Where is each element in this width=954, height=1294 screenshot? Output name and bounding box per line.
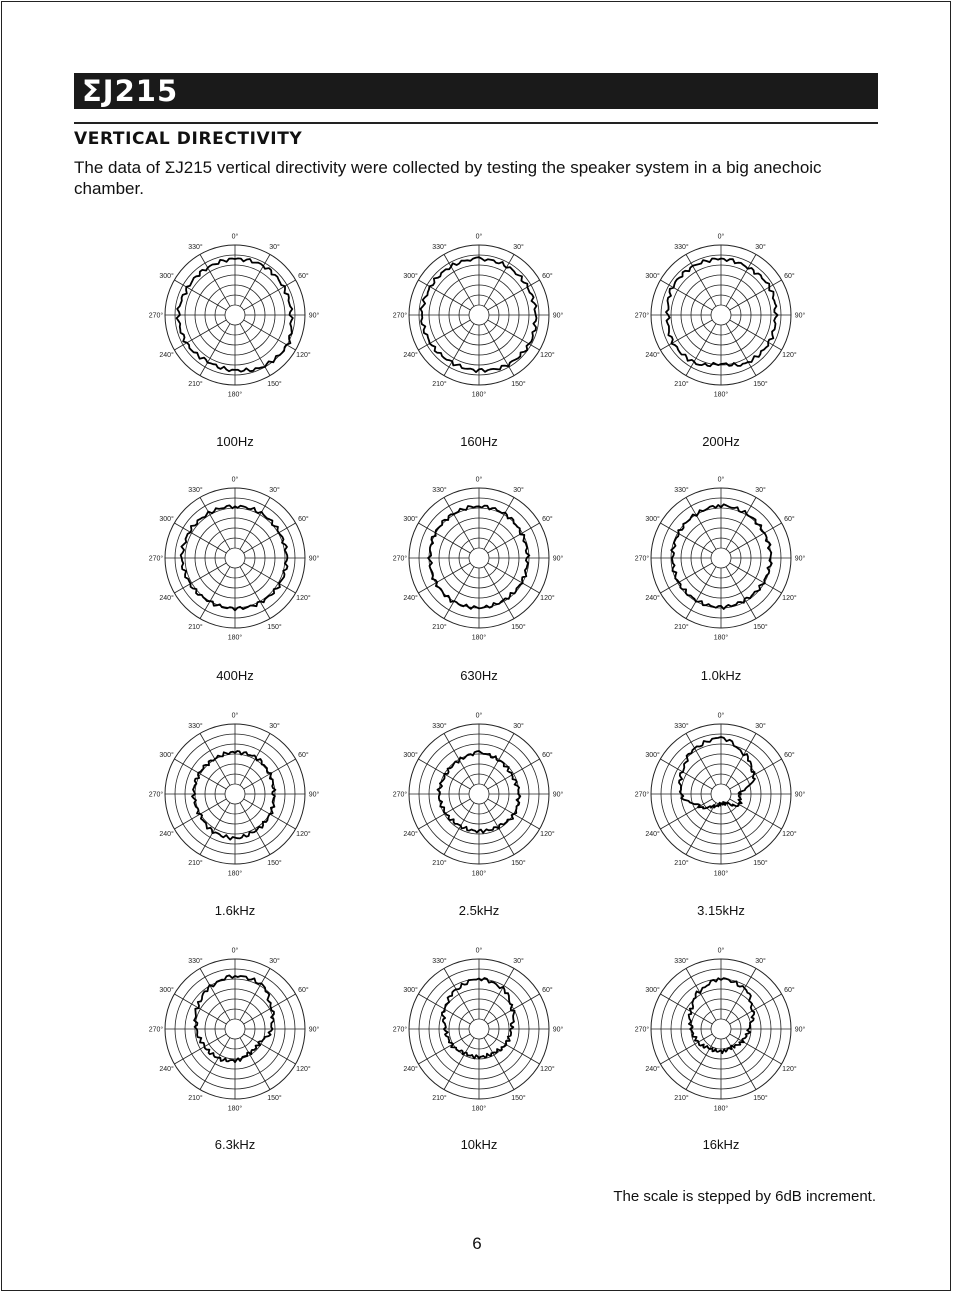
polar-spoke	[444, 497, 474, 549]
angle-label: 300°	[159, 273, 174, 280]
angle-label: 30°	[513, 487, 524, 495]
angle-label: 90°	[794, 312, 806, 320]
angle-label: 270°	[634, 1026, 650, 1034]
angle-label: 240°	[403, 1066, 418, 1073]
polar-plot-svg	[135, 215, 335, 415]
polar-plot-svg	[379, 215, 579, 415]
polar-plot-svg	[621, 458, 821, 658]
polar-spoke	[726, 968, 756, 1020]
polar-spoke	[730, 799, 782, 829]
polar-plot	[379, 215, 579, 415]
angle-label: 240°	[159, 352, 174, 359]
angle-label: 30°	[755, 487, 766, 495]
polar-spoke	[418, 523, 470, 553]
polar-spoke	[484, 497, 514, 549]
polar-plot	[621, 215, 821, 415]
angle-label: 90°	[308, 791, 320, 799]
angle-label: 240°	[159, 1066, 174, 1073]
angle-label: 330°	[188, 487, 203, 495]
polar-ring	[225, 1019, 245, 1039]
directivity-curve	[442, 978, 515, 1058]
angle-label: 300°	[645, 516, 660, 523]
polar-plot-svg	[621, 929, 821, 1129]
polar-ring	[711, 1019, 731, 1039]
angle-label: 210°	[674, 859, 689, 867]
angle-label: 210°	[188, 1094, 203, 1102]
polar-spoke	[726, 497, 756, 549]
angle-label: 120°	[540, 1066, 555, 1073]
polar-spoke	[444, 968, 474, 1020]
polar-spoke	[240, 497, 270, 549]
angle-label: 330°	[674, 487, 689, 495]
angle-label: 270°	[148, 312, 164, 320]
angle-label: 30°	[755, 958, 766, 966]
polar-spoke	[730, 523, 782, 553]
angle-label: 60°	[542, 273, 553, 280]
polar-plot	[135, 694, 335, 894]
angle-label: 300°	[159, 516, 174, 523]
angle-label: 180°	[471, 870, 487, 878]
angle-label: 150°	[511, 859, 526, 867]
angle-label: 30°	[513, 244, 524, 252]
angle-label: 30°	[269, 958, 280, 966]
angle-label: 330°	[432, 487, 447, 495]
polar-spoke	[730, 563, 782, 593]
frequency-label: 630Hz	[460, 668, 498, 683]
angle-label: 240°	[403, 352, 418, 359]
angle-label: 210°	[674, 1094, 689, 1102]
polar-plot-svg	[135, 929, 335, 1129]
polar-plot-svg	[379, 694, 579, 894]
angle-label: 0°	[475, 476, 483, 484]
polar-spoke	[726, 1038, 756, 1090]
polar-spoke	[488, 759, 540, 789]
polar-ring	[469, 548, 489, 568]
frequency-label: 100Hz	[216, 434, 254, 449]
angle-label: 0°	[717, 476, 725, 484]
polar-spoke	[484, 1038, 514, 1090]
angle-label: 180°	[713, 391, 729, 399]
angle-label: 120°	[296, 1066, 311, 1073]
angle-label: 120°	[540, 595, 555, 602]
angle-label: 30°	[513, 723, 524, 731]
angle-label: 150°	[267, 380, 282, 388]
angle-label: 120°	[296, 352, 311, 359]
angle-label: 120°	[296, 831, 311, 838]
angle-label: 120°	[540, 831, 555, 838]
angle-label: 300°	[645, 752, 660, 759]
polar-spoke	[660, 1034, 712, 1064]
angle-label: 150°	[267, 859, 282, 867]
polar-spoke	[240, 803, 270, 855]
polar-spoke	[686, 803, 716, 855]
angle-label: 150°	[753, 859, 768, 867]
angle-label: 60°	[542, 987, 553, 994]
polar-ring	[225, 305, 245, 325]
polar-spoke	[200, 803, 230, 855]
angle-label: 210°	[188, 380, 203, 388]
angle-label: 150°	[511, 623, 526, 631]
polar-spoke	[730, 759, 782, 789]
angle-label: 120°	[296, 595, 311, 602]
angle-label: 150°	[267, 1094, 282, 1102]
angle-label: 330°	[188, 244, 203, 252]
angle-label: 60°	[784, 516, 795, 523]
product-title: ΣJ215	[82, 74, 179, 108]
angle-label: 120°	[782, 595, 797, 602]
angle-label: 90°	[308, 312, 320, 320]
page-number: 6	[472, 1234, 482, 1253]
polar-spoke	[660, 759, 712, 789]
polar-spoke	[726, 567, 756, 619]
angle-label: 210°	[432, 380, 447, 388]
angle-label: 330°	[674, 244, 689, 252]
angle-label: 60°	[784, 273, 795, 280]
angle-label: 330°	[674, 723, 689, 731]
polar-ring	[469, 784, 489, 804]
polar-spoke	[660, 799, 712, 829]
polar-plot	[621, 694, 821, 894]
angle-label: 330°	[432, 244, 447, 252]
polar-spoke	[660, 994, 712, 1024]
polar-ring	[711, 548, 731, 568]
angle-label: 0°	[231, 947, 239, 955]
angle-label: 240°	[403, 595, 418, 602]
angle-label: 240°	[645, 1066, 660, 1073]
frequency-label: 3.15kHz	[697, 903, 745, 918]
angle-label: 300°	[645, 273, 660, 280]
polar-spoke	[244, 1034, 296, 1064]
polar-spoke	[444, 254, 474, 306]
angle-label: 150°	[511, 1094, 526, 1102]
polar-spoke	[726, 324, 756, 376]
polar-spoke	[174, 320, 226, 350]
polar-spoke	[200, 497, 230, 549]
angle-label: 120°	[782, 1066, 797, 1073]
polar-plot-svg	[135, 694, 335, 894]
polar-spoke	[686, 324, 716, 376]
angle-label: 0°	[231, 476, 239, 484]
polar-spoke	[444, 324, 474, 376]
polar-ring	[711, 784, 731, 804]
angle-label: 60°	[298, 516, 309, 523]
angle-label: 150°	[753, 623, 768, 631]
polar-plot	[621, 458, 821, 658]
angle-label: 90°	[794, 555, 806, 563]
angle-label: 180°	[471, 634, 487, 642]
angle-label: 270°	[148, 791, 164, 799]
polar-plot-svg	[621, 215, 821, 415]
polar-spoke	[200, 968, 230, 1020]
angle-label: 90°	[552, 312, 564, 320]
polar-ring	[469, 305, 489, 325]
angle-label: 300°	[159, 987, 174, 994]
angle-label: 150°	[511, 380, 526, 388]
header-rule	[74, 122, 878, 124]
angle-label: 240°	[645, 352, 660, 359]
angle-label: 210°	[188, 859, 203, 867]
angle-label: 60°	[784, 752, 795, 759]
polar-spoke	[240, 567, 270, 619]
angle-label: 30°	[269, 244, 280, 252]
polar-spoke	[418, 563, 470, 593]
angle-label: 90°	[308, 1026, 320, 1034]
polar-spoke	[660, 523, 712, 553]
angle-label: 240°	[645, 595, 660, 602]
polar-spoke	[488, 1034, 540, 1064]
polar-spoke	[418, 1034, 470, 1064]
frequency-label: 6.3kHz	[214, 1137, 256, 1152]
angle-label: 210°	[432, 1094, 447, 1102]
polar-spoke	[730, 1034, 782, 1064]
polar-spoke	[240, 733, 270, 785]
polar-plot	[135, 458, 335, 658]
angle-label: 270°	[148, 1026, 164, 1034]
angle-label: 0°	[231, 233, 239, 241]
angle-label: 180°	[227, 870, 243, 878]
polar-ring	[225, 548, 245, 568]
polar-spoke	[244, 320, 296, 350]
angle-label: 300°	[403, 987, 418, 994]
polar-spoke	[200, 567, 230, 619]
angle-label: 0°	[717, 233, 725, 241]
polar-plot-svg	[135, 458, 335, 658]
section-title: VERTICAL DIRECTIVITY	[74, 129, 303, 149]
angle-label: 210°	[674, 380, 689, 388]
angle-label: 210°	[188, 623, 203, 631]
angle-label: 330°	[432, 958, 447, 966]
polar-ring	[711, 305, 731, 325]
angle-label: 270°	[392, 791, 408, 799]
polar-spoke	[444, 803, 474, 855]
angle-label: 30°	[269, 723, 280, 731]
angle-label: 240°	[159, 831, 174, 838]
polar-spoke	[484, 254, 514, 306]
angle-label: 270°	[392, 312, 408, 320]
angle-label: 180°	[227, 1105, 243, 1113]
polar-spoke	[484, 968, 514, 1020]
angle-label: 90°	[308, 555, 320, 563]
polar-plot	[135, 929, 335, 1129]
angle-label: 90°	[552, 791, 564, 799]
polar-spoke	[484, 733, 514, 785]
angle-label: 270°	[634, 791, 650, 799]
polar-spoke	[484, 567, 514, 619]
angle-label: 90°	[552, 555, 564, 563]
angle-label: 180°	[227, 634, 243, 642]
angle-label: 300°	[403, 516, 418, 523]
polar-ring	[469, 1019, 489, 1039]
frequency-label: 1.0kHz	[700, 668, 742, 683]
angle-label: 150°	[753, 1094, 768, 1102]
angle-label: 0°	[717, 712, 725, 720]
angle-label: 150°	[753, 380, 768, 388]
angle-label: 60°	[542, 516, 553, 523]
angle-label: 270°	[148, 555, 164, 563]
angle-label: 240°	[159, 595, 174, 602]
angle-label: 90°	[794, 791, 806, 799]
angle-label: 330°	[674, 958, 689, 966]
angle-label: 330°	[188, 958, 203, 966]
polar-spoke	[418, 280, 470, 310]
angle-label: 30°	[755, 723, 766, 731]
angle-label: 270°	[392, 555, 408, 563]
angle-label: 60°	[298, 273, 309, 280]
angle-label: 0°	[475, 712, 483, 720]
angle-label: 330°	[432, 723, 447, 731]
header-bar	[74, 73, 878, 109]
angle-label: 60°	[784, 987, 795, 994]
polar-plot-svg	[621, 694, 821, 894]
angle-label: 0°	[475, 947, 483, 955]
angle-label: 0°	[717, 947, 725, 955]
angle-label: 60°	[542, 752, 553, 759]
angle-label: 180°	[227, 391, 243, 399]
polar-spoke	[444, 1038, 474, 1090]
angle-label: 330°	[188, 723, 203, 731]
angle-label: 180°	[713, 1105, 729, 1113]
polar-spoke	[174, 994, 226, 1024]
angle-label: 180°	[471, 1105, 487, 1113]
polar-ring	[225, 784, 245, 804]
scale-note: The scale is stepped by 6dB increment.	[613, 1188, 876, 1205]
angle-label: 240°	[645, 831, 660, 838]
angle-label: 150°	[267, 623, 282, 631]
polar-spoke	[726, 803, 756, 855]
angle-label: 60°	[298, 987, 309, 994]
frequency-label: 160Hz	[460, 434, 498, 449]
angle-label: 120°	[782, 831, 797, 838]
polar-spoke	[730, 994, 782, 1024]
polar-spoke	[686, 567, 716, 619]
polar-spoke	[686, 497, 716, 549]
angle-label: 120°	[782, 352, 797, 359]
angle-label: 270°	[634, 555, 650, 563]
angle-label: 300°	[403, 752, 418, 759]
polar-spoke	[418, 799, 470, 829]
polar-plot	[379, 458, 579, 658]
angle-label: 300°	[403, 273, 418, 280]
frequency-label: 2.5kHz	[458, 903, 500, 918]
angle-label: 60°	[298, 752, 309, 759]
angle-label: 180°	[713, 870, 729, 878]
polar-spoke	[244, 759, 296, 789]
polar-spoke	[488, 563, 540, 593]
polar-plot-svg	[379, 929, 579, 1129]
frequency-label: 16kHz	[702, 1137, 740, 1152]
polar-spoke	[484, 324, 514, 376]
angle-label: 210°	[432, 623, 447, 631]
angle-label: 300°	[645, 987, 660, 994]
angle-label: 30°	[269, 487, 280, 495]
polar-plot	[135, 215, 335, 415]
angle-label: 0°	[475, 233, 483, 241]
polar-spoke	[444, 567, 474, 619]
angle-label: 300°	[159, 752, 174, 759]
polar-spoke	[244, 523, 296, 553]
intro-text: The data of ΣJ215 vertical directivity were collected by testing the speaker system in a big anechoic chamber.	[74, 158, 822, 198]
frequency-label: 1.6kHz	[214, 903, 256, 918]
frequency-label: 400Hz	[216, 668, 254, 683]
polar-spoke	[660, 563, 712, 593]
frequency-label: 200Hz	[702, 434, 740, 449]
angle-label: 180°	[471, 391, 487, 399]
angle-label: 240°	[403, 831, 418, 838]
angle-label: 120°	[540, 352, 555, 359]
angle-label: 270°	[634, 312, 650, 320]
angle-label: 90°	[794, 1026, 806, 1034]
angle-label: 0°	[231, 712, 239, 720]
directivity-curve	[679, 737, 755, 809]
angle-label: 270°	[392, 1026, 408, 1034]
polar-plot-svg	[379, 458, 579, 658]
polar-spoke	[488, 523, 540, 553]
polar-plot	[379, 929, 579, 1129]
polar-spoke	[174, 759, 226, 789]
angle-label: 30°	[513, 958, 524, 966]
angle-label: 210°	[432, 859, 447, 867]
angle-label: 210°	[674, 623, 689, 631]
polar-spoke	[488, 320, 540, 350]
angle-label: 30°	[755, 244, 766, 252]
polar-spoke	[730, 320, 782, 350]
polar-spoke	[244, 994, 296, 1024]
polar-plot	[621, 929, 821, 1129]
polar-plot	[379, 694, 579, 894]
angle-label: 90°	[552, 1026, 564, 1034]
frequency-label: 10kHz	[460, 1137, 498, 1152]
angle-label: 180°	[713, 634, 729, 642]
